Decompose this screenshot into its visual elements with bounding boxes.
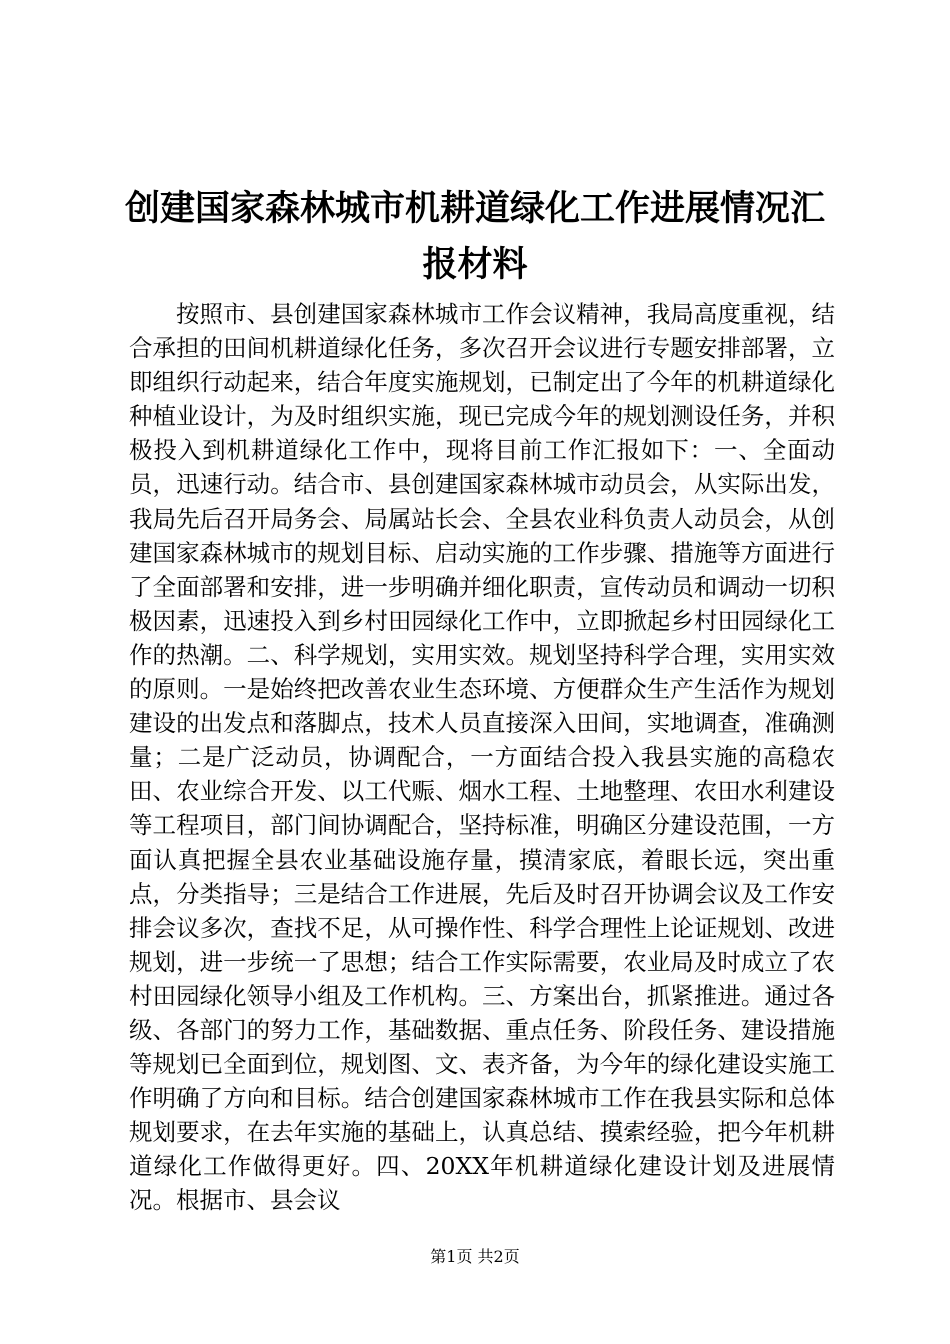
page-footer: 第1页 共2页 [430,1247,520,1266]
document-title: 创建国家森林城市机耕道绿化工作进展情况汇报材料 [124,188,825,286]
document-body: 按照市、县创建国家森林城市工作会议精神，我局高度重视，结合承担的田间机耕道绿化任务，多次召开会议进行专题安排部署，立即组织行动起来，结合年度实施规划，已制定出了今年的机耕道绿化种植业设计，为及时组织实施，现已完成今年的规划测设任务，并积极投入到机耕道绿化工作中，现将目前工作汇报如下：一、全面动员，迅速行动。结合市、县创建国家森林城市动员会，从实际出发，我局先后召开局务会、局属站长会、全县农业科负责人动员会，从创建国家森林城市的规划目标、启动实施的工作步骤、措施等方面进行了全面部署和安排，进一步明确并细化职责，宣传动员和调动一切积极因素，迅速投入到乡村田园绿化工作中，立即掀起乡村田园绿化工作的热潮。二、科学规划，实用实效。规划坚持科学合理，实用实效的原则。一是始终把改善农业生态环境、方便群众生产生活作为规划建设的出发点和落脚点，技术人员直接深入田间，实地调查，准确测量；二是广泛动员，协调配合，一方面结合投入我县实施的高稳农田、农业综合开发、以工代赈、烟水工程、土地整理、农田水利建设等工程项目，部门间协调配合，坚持标准，明确区分建设范围，一方面认真把握全县农业基础设施存量，摸清家底，着眼长远，突出重点，分类指导；三是结合工作进展，先后及时召开协调会议及工作安排会议多次，查找不足，从可操作性、科学合理性上论证规划、改进规划，进一步统一了思想；结合工作实际需要，农业局及时成立了农村田园绿化领导小组及工作机构。三、方案出台，抓紧推进。通过各级、各部门的努力工作，基础数据、重点任务、阶段任务、建设措施等规划已全面到位，规划图、文、表齐备，为今年的绿化建设实施工作明确了方向和目标。结合创建国家森林城市工作在我县实际和总体规划要求，在去年实施的基础上，认真总结、摸索经验，把今年机耕道绿化工作做得更好。四、20XX年机耕道绿化建设计划及进展情况。根据市、县会议 [129,300,835,1215]
